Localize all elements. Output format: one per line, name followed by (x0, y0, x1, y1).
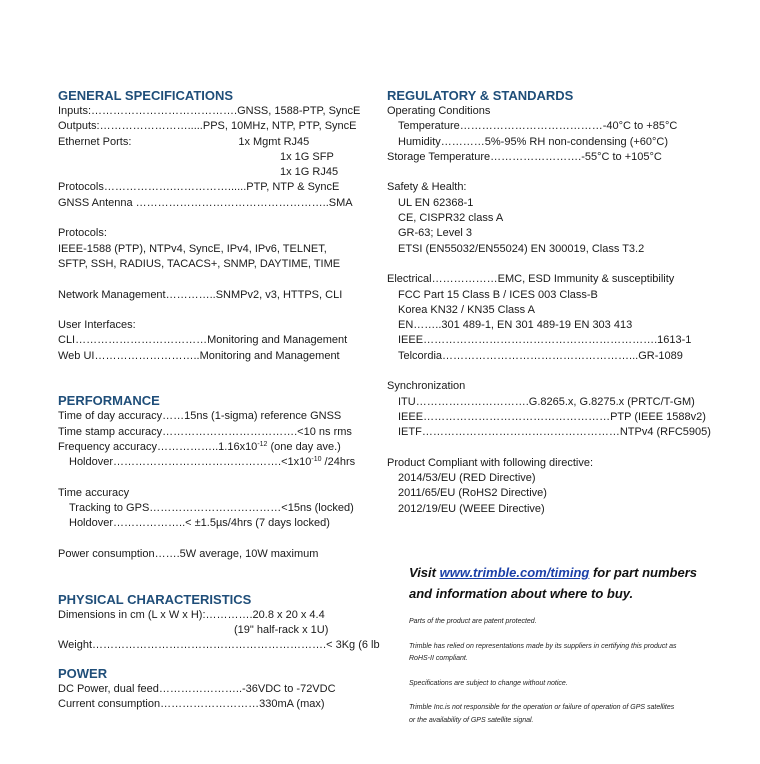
spec-web-ui: Web UI………………………..Monitoring and Management (58, 349, 340, 362)
patent-note: Parts of the product are patent protected. (409, 618, 537, 625)
promo-block (409, 562, 739, 727)
user-interfaces-label: User Interfaces: (58, 319, 136, 332)
promo-line-2: and information about where to buy. (409, 586, 634, 601)
spec-ethernet-ports: Ethernet Ports: 1x Mgmt RJ45 (58, 135, 310, 148)
spec-holdover-locked: Holdover………………..< ±1.5µs/4hrs (7 days locked) (69, 517, 330, 530)
spec-rohs-directive: 2011/65/EU (RoHS2 Directive) (398, 487, 547, 500)
spec-storage-temperature: Storage Temperature…………………….-55°C to +105°C (387, 150, 662, 163)
rohs-note: Trimble has relied on representations made by its suppliers in certifying this product as RoHS-II compliant. (409, 642, 677, 662)
spec-holdover: $Holdover\dots\dots\dots\dots\dots\dots\dots\dots\dots\dots\dots\dots\dots\dots\dots.<1x10^{-10}$ /24hrs (69, 456, 356, 469)
spec-ietf: IETF………………………………………………NTPv4 (RFC5905) (398, 426, 711, 439)
spec-fcc: FCC Part 15 Class B / ICES 003 Class-B (398, 288, 598, 301)
performance-heading: PERFORMANCE (58, 393, 160, 409)
spec-frequency-accuracy: Frequency $accuracy\dots\dots\dots\dots\dots..1.16x10^{-12}$ (one day ave.) (58, 440, 341, 453)
spec-weight: Weight……………………………………………………….< 3Kg (6 lb (58, 639, 380, 652)
right-column (387, 86, 727, 517)
trimble-timing-link[interactable]: www.trimble.com/timing (439, 565, 590, 580)
general-specifications-heading: GENERAL SPECIFICATIONS (58, 88, 234, 103)
protocols-label: Protocols: (58, 227, 107, 240)
promo-line-1: Visit www.trimble.com/timing for part numbers (409, 565, 697, 580)
spec-gnss-antenna: GNSS Antenna ……………………………………………..SMA (58, 196, 353, 209)
physical-characteristics-heading: PHYSICAL CHARACTERISTICS (58, 591, 252, 607)
protocols-list-2: SFTP, SSH, RADIUS, TACACS+, SNMP, DAYTIME, TIME (58, 257, 341, 270)
synchronization-label: Synchronization (387, 380, 466, 393)
directive-label: Product Compliant with following directive: (387, 456, 594, 469)
spec-dimensions: Dimensions in cm (L x W x H):………….20.8 x 20 x 4.4 (58, 608, 325, 621)
spec-inputs: Inputs:………………………………….GNSS, 1588-PTP, SyncE (58, 105, 361, 117)
spec-etsi: ETSI (EN55032/EN55024) EN 300019, Class T3.2 (398, 242, 645, 255)
spec-ul: UL EN 62368-1 (398, 196, 474, 209)
spec-time-of-day-accuracy: Time of day accuracy……15ns (1-sigma) reference GNSS (58, 410, 342, 423)
spec-power-consumption: Power consumption…….5W average, 10W maximum (58, 548, 319, 561)
spec-ieee-1613: IEEE……………………………………………………….1613-1 (398, 334, 692, 347)
spec-ieee-ptp: IEEE……………………………………………PTP (IEEE 1588v2) (398, 410, 706, 423)
spec-current-consumption: Current consumption………………………330mA (max) (58, 697, 325, 710)
spec-protocols: Protocols……………….……………......PTP, NTP & SyncE (58, 181, 340, 194)
spec-korea: Korea KN32 / KN35 Class A (398, 303, 535, 316)
spec-temperature: Temperature…………………………………-40°C to +85°C (398, 120, 678, 133)
spec-telcordia: Telcordia……………………………………………...GR-1089 (398, 349, 683, 362)
spec-dimensions-rack: (19" half-rack x 1U) (234, 623, 329, 636)
spec-itu: ITU………………………….G.8265.x, G.8275.x (PRTC/T-GM) (398, 395, 695, 408)
spec-weee-directive: 2012/19/EU (WEEE Directive) (398, 502, 545, 515)
safety-health-label: Safety & Health: (387, 181, 467, 194)
change-note: Specifications are subject to change without notice. (409, 679, 568, 687)
operating-conditions-label: Operating Conditions (387, 105, 491, 117)
spec-gr63: GR-63; Level 3 (398, 227, 472, 240)
power-heading: POWER (58, 665, 108, 681)
spec-ethernet-rj45: 1x 1G RJ45 (280, 166, 339, 179)
spec-ethernet-sfp: 1x 1G SFP (280, 150, 334, 163)
spec-ce: CE, CISPR32 class A (398, 212, 504, 225)
spec-network-management: Network Management…………..SNMPv2, v3, HTTPS, CLI (58, 288, 343, 301)
spec-en: EN……..301 489-1, EN 301 489-19 EN 303 413 (398, 319, 633, 332)
left-column (58, 86, 380, 712)
protocols-list-1: IEEE-1588 (PTP), NTPv4, SyncE, IPv4, IPv6, TELNET, (58, 242, 327, 255)
spec-cli: CLI………………………………Monitoring and Management (58, 334, 348, 347)
regulatory-standards-heading: REGULATORY & STANDARDS (387, 88, 574, 103)
gps-disclaimer: Trimble Inc.is not responsible for the operation or failure of operation of GPS satellites or the availability of GPS satellite signal. (409, 704, 675, 724)
spec-red-directive: 2014/53/EU (RED Directive) (398, 472, 536, 485)
spec-tracking-to-gps: Tracking to GPS………………………………<15ns (locked) (69, 502, 354, 515)
spec-time-stamp-accuracy: Time stamp accuracy……………………………….<10 ns rms (58, 425, 352, 438)
time-accuracy-label: Time accuracy (58, 486, 130, 499)
spec-outputs: Outputs:…………………….....PPS, 10MHz, NTP, PTP, SyncE (58, 120, 357, 133)
spec-electrical: Electrical………………EMC, ESD Immunity & susceptibility (387, 273, 675, 286)
spec-humidity: Humidity…………5%-95% RH non-condensing (+60°C) (398, 135, 669, 148)
spec-dc-power: DC Power, dual feed…………………..-36VDC to -72VDC (58, 682, 336, 695)
